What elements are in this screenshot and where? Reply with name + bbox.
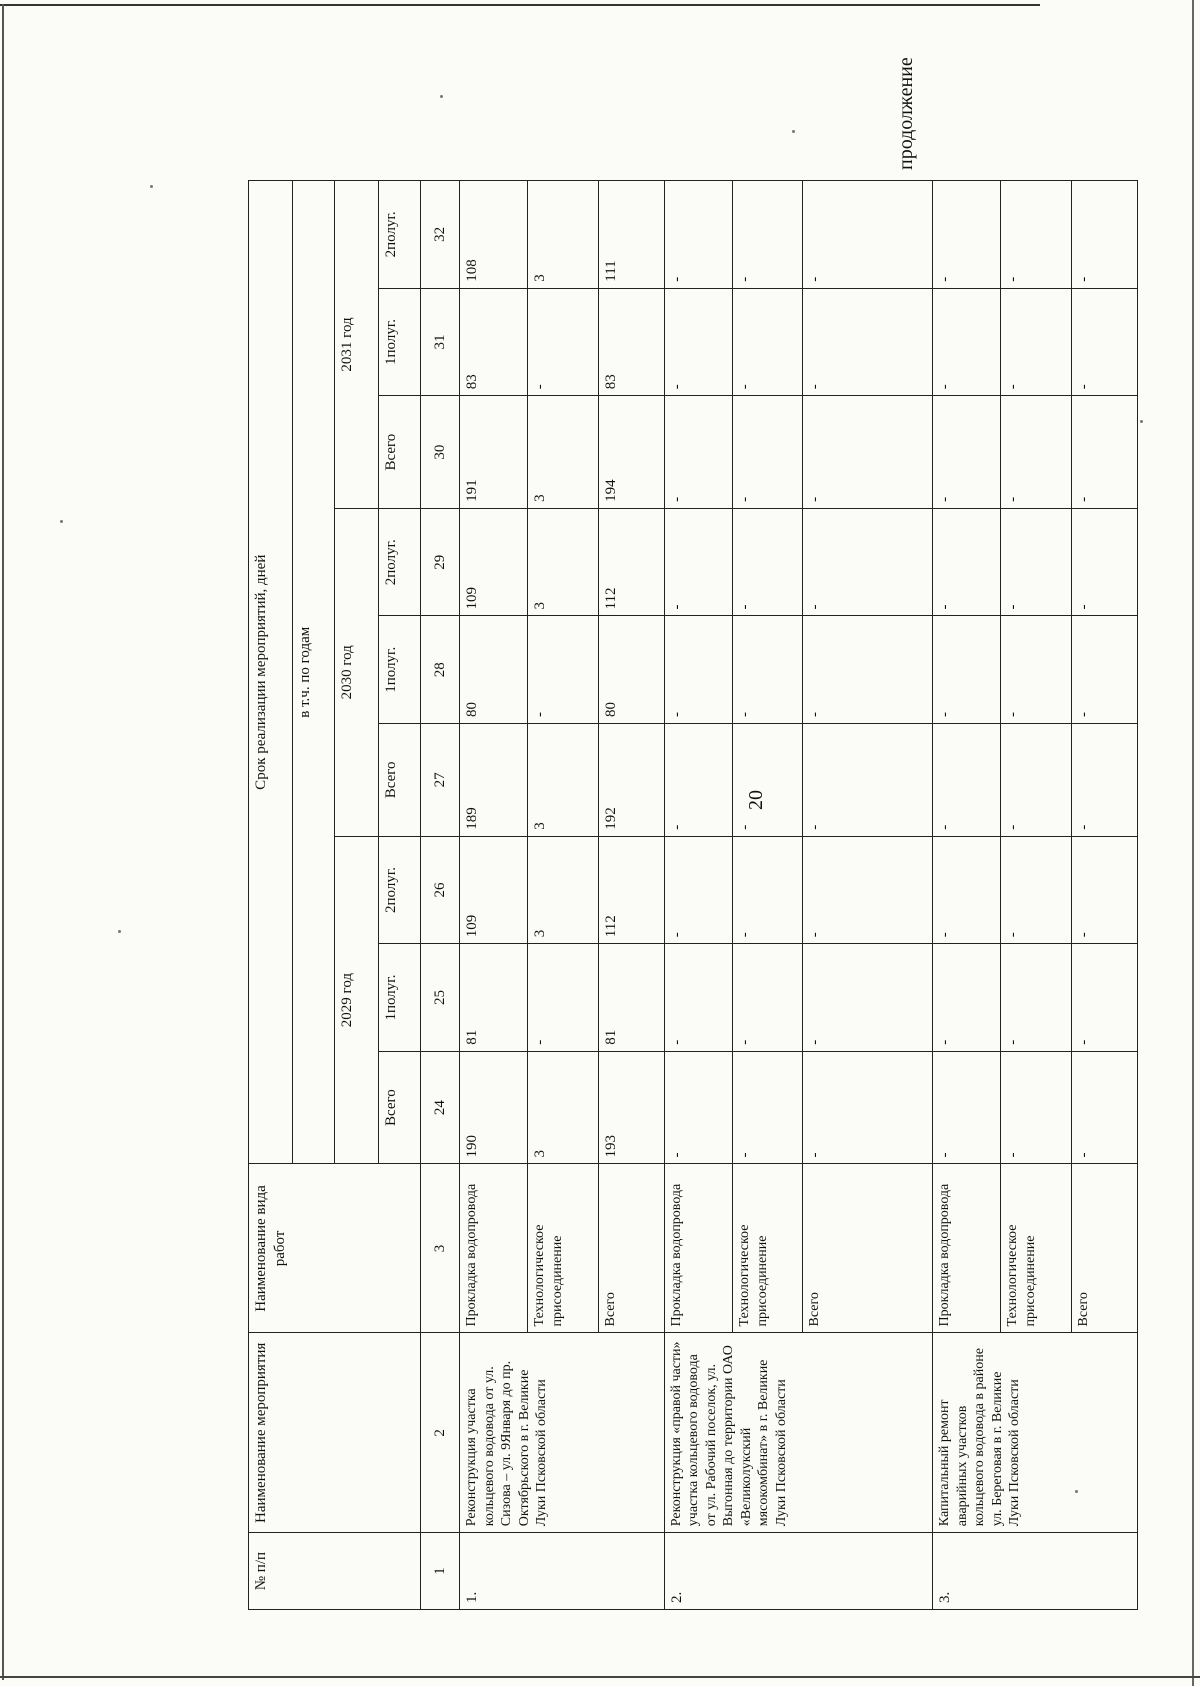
- value-cell: 109: [460, 508, 528, 616]
- value-cell: -: [803, 724, 933, 837]
- value-cell: -: [933, 724, 1001, 837]
- header-by-years: в т.ч. по годам: [293, 181, 335, 1164]
- table-row: [664, 181, 732, 1610]
- value-cell: -: [664, 944, 732, 1052]
- work-type: Прокладка водопровода: [933, 1164, 1001, 1333]
- page-number: 20: [745, 790, 767, 810]
- value-cell: 83: [460, 288, 528, 396]
- table-row: [933, 181, 1001, 1610]
- value-cell: -: [1071, 724, 1137, 837]
- scan-speck: [792, 130, 795, 133]
- work-type: Прокладка водопровода: [664, 1164, 732, 1333]
- value-cell: -: [803, 836, 933, 944]
- value-cell: -: [1071, 288, 1137, 396]
- value-cell: -: [933, 181, 1001, 289]
- work-type: Прокладка водопровода: [460, 1164, 528, 1333]
- value-cell: 3: [528, 1051, 598, 1164]
- table-row: [460, 181, 528, 1610]
- value-cell: -: [528, 288, 598, 396]
- value-cell: -: [1071, 1051, 1137, 1164]
- value-cell: -: [664, 836, 732, 944]
- column-number: 3: [420, 1164, 460, 1333]
- value-cell: -: [733, 1051, 803, 1164]
- value-cell: 80: [460, 616, 528, 724]
- value-cell: -: [664, 181, 732, 289]
- subheader-half2: 2полуг.: [378, 836, 420, 944]
- header-event-name: Наименование мероприятия: [249, 1333, 421, 1533]
- scan-edge-bottom: [0, 1676, 1200, 1678]
- row-number: 2.: [664, 1533, 932, 1610]
- value-cell: -: [733, 288, 803, 396]
- value-cell: 192: [598, 724, 664, 837]
- value-cell: -: [1001, 181, 1071, 289]
- work-type: Технологическое присоединение: [1001, 1164, 1071, 1333]
- scan-edge-top: [0, 4, 1040, 6]
- value-cell: -: [933, 288, 1001, 396]
- subheader-total: Всего: [378, 396, 420, 509]
- value-cell: -: [1071, 181, 1137, 289]
- value-cell: 191: [460, 396, 528, 509]
- schedule-table-rotated: [248, 180, 1138, 1610]
- header-year-2029: 2029 год: [334, 836, 378, 1164]
- row-number: 3.: [933, 1533, 1138, 1610]
- scan-speck: [1140, 420, 1143, 423]
- value-cell: 194: [598, 396, 664, 509]
- value-cell: -: [1001, 1051, 1071, 1164]
- column-number-row: [420, 181, 460, 1610]
- value-cell: -: [733, 508, 803, 616]
- value-cell: -: [933, 944, 1001, 1052]
- work-type: Технологическое присоединение: [733, 1164, 803, 1333]
- header-num: № п/п: [249, 1533, 421, 1610]
- subheader-half1: 1полуг.: [378, 944, 420, 1052]
- value-cell: -: [733, 836, 803, 944]
- value-cell: 3: [528, 724, 598, 837]
- value-cell: -: [1071, 616, 1137, 724]
- value-cell: -: [1001, 396, 1071, 509]
- value-cell: 83: [598, 288, 664, 396]
- value-cell: -: [803, 508, 933, 616]
- value-cell: -: [733, 944, 803, 1052]
- value-cell: -: [1071, 508, 1137, 616]
- subheader-total: Всего: [378, 1051, 420, 1164]
- header-year-2030: 2030 год: [334, 508, 378, 836]
- value-cell: 81: [460, 944, 528, 1052]
- header-year-2031: 2031 год: [334, 181, 378, 509]
- event-name: Реконструкция «правой части» участка кольцевого водовода от ул. Рабочий поселок, ул. Выгонная до территории ОАО «Великолукский мясокомбинат» в г. Великие Луки Псковской области: [664, 1333, 932, 1533]
- value-cell: 3: [528, 836, 598, 944]
- scan-speck: [440, 95, 443, 98]
- value-cell: -: [1001, 944, 1071, 1052]
- header-period: Срок реализации мероприятий, дней: [249, 181, 293, 1164]
- scan-speck: [150, 185, 153, 188]
- value-cell: 81: [598, 944, 664, 1052]
- value-cell: 111: [598, 181, 664, 289]
- continuation-note: продолжение: [895, 57, 917, 170]
- value-cell: -: [803, 616, 933, 724]
- column-number: 1: [420, 1533, 460, 1610]
- schedule-table: [248, 180, 1138, 1610]
- column-number: 30: [420, 396, 460, 509]
- column-number: 2: [420, 1333, 460, 1533]
- value-cell: 112: [598, 508, 664, 616]
- column-number: 24: [420, 1051, 460, 1164]
- value-cell: -: [1001, 508, 1071, 616]
- value-cell: -: [1001, 616, 1071, 724]
- subheader-total: Всего: [378, 724, 420, 837]
- value-cell: -: [528, 616, 598, 724]
- work-type: Технологическое присоединение: [528, 1164, 598, 1333]
- value-cell: 80: [598, 616, 664, 724]
- column-number: 27: [420, 724, 460, 837]
- value-cell: -: [1071, 944, 1137, 1052]
- column-number: 32: [420, 181, 460, 289]
- column-number: 28: [420, 616, 460, 724]
- subheader-half2: 2полуг.: [378, 181, 420, 289]
- value-cell: 193: [598, 1051, 664, 1164]
- value-cell: -: [664, 288, 732, 396]
- scan-speck: [60, 520, 63, 523]
- value-cell: -: [933, 616, 1001, 724]
- value-cell: -: [803, 1051, 933, 1164]
- value-cell: -: [528, 944, 598, 1052]
- value-cell: -: [803, 944, 933, 1052]
- subheader-half1: 1полуг.: [378, 616, 420, 724]
- event-name: Реконструкция участка кольцевого водовода от ул. Сизова – ул. 9Января до пр. Октябрьского в г. Великие Луки Псковской области: [460, 1333, 665, 1533]
- value-cell: -: [664, 508, 732, 616]
- value-cell: 109: [460, 836, 528, 944]
- value-cell: -: [1071, 396, 1137, 509]
- value-cell: 108: [460, 181, 528, 289]
- value-cell: -: [733, 724, 803, 837]
- subheader-half1: 1полуг.: [378, 288, 420, 396]
- value-cell: 3: [528, 181, 598, 289]
- row-number: 1.: [460, 1533, 665, 1610]
- value-cell: -: [664, 1051, 732, 1164]
- value-cell: -: [803, 396, 933, 509]
- scan-edge-right: [1192, 0, 1194, 1686]
- column-number: 25: [420, 944, 460, 1052]
- value-cell: -: [803, 181, 933, 289]
- scan-edge-left: [2, 4, 4, 1680]
- work-type: Всего: [803, 1164, 933, 1333]
- value-cell: -: [933, 508, 1001, 616]
- value-cell: -: [733, 396, 803, 509]
- value-cell: -: [1001, 288, 1071, 396]
- value-cell: -: [933, 836, 1001, 944]
- event-name: Капитальный ремонт аварийных участков кольцевого водовода в районе ул. Береговая в г. Великие Луки Псковской области: [933, 1333, 1138, 1533]
- value-cell: 3: [528, 508, 598, 616]
- header-work-type: Наименование вида работ: [249, 1164, 421, 1333]
- value-cell: -: [933, 396, 1001, 509]
- value-cell: -: [664, 616, 732, 724]
- scan-speck: [118, 930, 121, 933]
- value-cell: -: [733, 616, 803, 724]
- value-cell: -: [1071, 836, 1137, 944]
- value-cell: -: [664, 724, 732, 837]
- column-number: 29: [420, 508, 460, 616]
- value-cell: -: [803, 288, 933, 396]
- value-cell: -: [664, 396, 732, 509]
- work-type: Всего: [1071, 1164, 1137, 1333]
- value-cell: -: [1001, 836, 1071, 944]
- value-cell: -: [933, 1051, 1001, 1164]
- column-number: 31: [420, 288, 460, 396]
- column-number: 26: [420, 836, 460, 944]
- value-cell: 112: [598, 836, 664, 944]
- value-cell: 189: [460, 724, 528, 837]
- value-cell: -: [733, 181, 803, 289]
- value-cell: 190: [460, 1051, 528, 1164]
- value-cell: -: [1001, 724, 1071, 837]
- subheader-half2: 2полуг.: [378, 508, 420, 616]
- value-cell: 3: [528, 396, 598, 509]
- work-type: Всего: [598, 1164, 664, 1333]
